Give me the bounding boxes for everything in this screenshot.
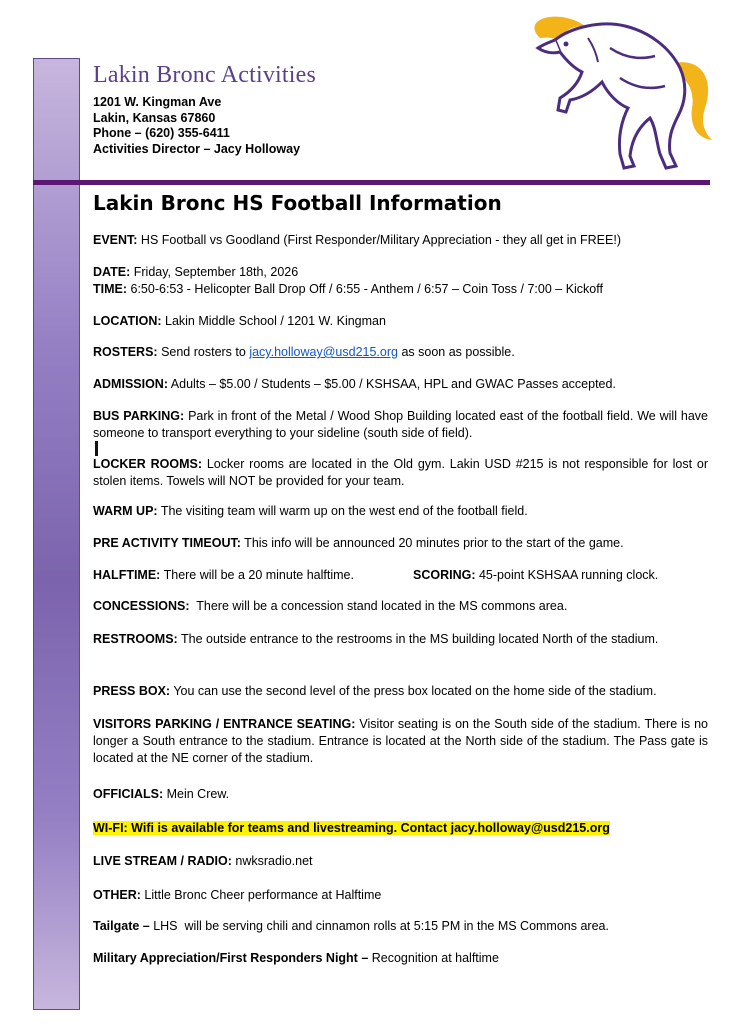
label-press-box: PRESS BOX: — [93, 684, 171, 698]
label-time: TIME: — [93, 282, 128, 296]
entry-officials — [93, 786, 708, 803]
text-other: Little Bronc Cheer performance at Halftime — [140, 888, 382, 902]
entry-rosters — [93, 344, 708, 361]
text-military: Recognition at halftime — [368, 951, 499, 965]
text-date: Friday, September 18th, 2026 — [130, 265, 299, 279]
entry-warm-up — [93, 503, 708, 520]
entry-bus-parking — [93, 408, 708, 442]
label-pre-activity: PRE ACTIVITY TIMEOUT: — [93, 536, 241, 550]
text-location: Lakin Middle School / 1201 W. Kingman — [161, 314, 386, 328]
wifi-highlight: WI-FI: Wifi is available for teams and livestreaming. Contact jacy.holloway@usd215.org — [93, 821, 610, 835]
document-title: Lakin Bronc HS Football Information — [93, 191, 502, 215]
label-officials: OFFICIALS: — [93, 787, 164, 801]
text-scoring: 45-point KSHSAA running clock. — [475, 568, 659, 582]
text-restrooms: The outside entrance to the restrooms in the MS building located North of the stadium. — [177, 632, 659, 646]
text-locker-rooms: Locker rooms are located in the Old gym. Lakin USD #215 is not responsible for lost or stolen items. Towels will NOT be provided for your team. — [93, 457, 708, 488]
label-warm-up: WARM UP: — [93, 504, 158, 518]
entry-pre-activity — [93, 535, 708, 552]
label-scoring: SCORING: — [413, 568, 476, 582]
text-bus-parking: Park in front of the Metal / Wood Shop Building located east of the football field. We will have someone to transport everything to your sideline (south side of field). — [93, 409, 708, 440]
entry-halftime-scoring — [93, 567, 708, 584]
bronco-horse-logo-icon — [500, 8, 720, 178]
label-restrooms: RESTROOMS: — [93, 632, 178, 646]
label-concessions: CONCESSIONS: — [93, 599, 190, 613]
director-line: Activities Director – Jacy Holloway — [93, 141, 301, 156]
text-event: HS Football vs Goodland (First Responder/Military Appreciation - they all get in FREE!) — [137, 233, 621, 247]
text-warm-up: The visiting team will warm up on the west end of the football field. — [157, 504, 528, 518]
sidebar-accent-bar — [33, 58, 80, 1010]
text-live-stream: nwksradio.net — [231, 854, 313, 868]
entry-time — [93, 281, 708, 298]
text-tailgate: LHS will be serving chili and cinnamon rolls at 5:15 PM in the MS Commons area. — [149, 919, 609, 933]
scoring-group — [413, 567, 658, 584]
entry-admission — [93, 376, 708, 393]
label-location: LOCATION: — [93, 314, 162, 328]
label-military: Military Appreciation/First Responders Night – — [93, 951, 369, 965]
entry-live-stream — [93, 853, 708, 870]
text-halftime: There will be a 20 minute halftime. — [160, 568, 354, 582]
entry-event — [93, 232, 708, 249]
text-concessions: There will be a concession stand located in the MS commons area. — [189, 599, 568, 613]
org-title: Lakin Bronc Activities — [93, 62, 317, 88]
entry-visitors — [93, 716, 708, 767]
label-rosters: ROSTERS: — [93, 345, 158, 359]
label-bus-parking: BUS PARKING: — [93, 409, 185, 423]
text-cursor-mark — [95, 441, 98, 456]
label-tailgate: Tailgate – — [93, 919, 150, 933]
rosters-email-link[interactable]: jacy.holloway@usd215.org — [249, 345, 398, 359]
entry-locker-rooms — [93, 456, 708, 490]
entry-wifi — [93, 820, 708, 837]
address-line1: 1201 W. Kingman Ave — [93, 95, 222, 109]
entry-restrooms — [93, 631, 708, 648]
text-officials: Mein Crew. — [163, 787, 230, 801]
label-halftime: HALFTIME: — [93, 568, 161, 582]
text-press-box: You can use the second level of the press box located on the home side of the stadium. — [170, 684, 657, 698]
label-admission: ADMISSION: — [93, 377, 168, 391]
label-other: OTHER: — [93, 888, 141, 902]
text-admission: Adults – $5.00 / Students – $5.00 / KSHSAA, HPL and GWAC Passes accepted. — [168, 377, 616, 391]
entry-concessions — [93, 598, 708, 615]
text-rosters-after: as soon as possible. — [397, 345, 515, 359]
text-time: 6:50-6:53 - Helicopter Ball Drop Off / 6:55 - Anthem / 6:57 – Coin Toss / 7:00 – Kickoff — [127, 282, 603, 296]
label-visitors: VISITORS PARKING / ENTRANCE SEATING: — [93, 717, 356, 731]
header-divider — [33, 180, 710, 185]
entry-military — [93, 950, 708, 967]
entry-press-box — [93, 683, 708, 700]
label-date: DATE: — [93, 265, 131, 279]
entry-date — [93, 264, 708, 281]
address-line2: Lakin, Kansas 67860 — [93, 110, 216, 125]
entry-other — [93, 887, 708, 904]
label-locker-rooms: LOCKER ROOMS: — [93, 457, 202, 471]
entry-location — [93, 313, 708, 330]
label-event: EVENT: — [93, 233, 138, 247]
entry-tailgate — [93, 918, 708, 935]
label-live-stream: LIVE STREAM / RADIO: — [93, 854, 232, 868]
text-rosters-before: Send rosters to — [157, 345, 250, 359]
address-block — [93, 95, 300, 157]
text-visitors: Visitor seating is on the South side of the stadium. There is no longer a South entrance to the stadium. Entrance is located at the North side of the stadium. The Pass gate is located at the NE corner of the stadium. — [93, 717, 708, 765]
text-pre-activity: This info will be announced 20 minutes prior to the start of the game. — [240, 536, 624, 550]
phone-line: Phone – (620) 355-6411 — [93, 126, 230, 140]
